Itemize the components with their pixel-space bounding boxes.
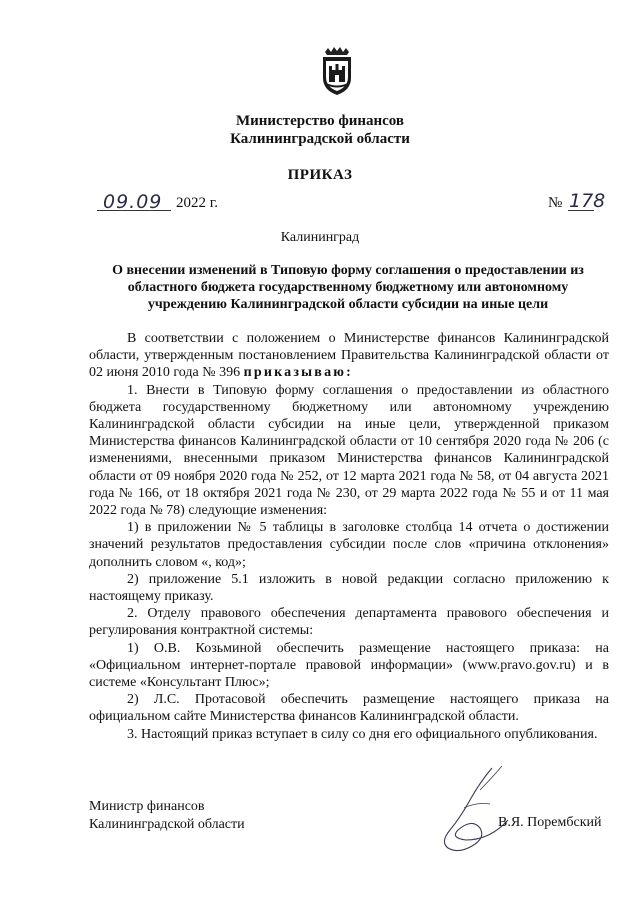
item-1-subitem-1: 1) в приложении № 5 таблицы в заголовке столбца 14 отчета о достижении значений результатов предоставления субсидии после слов «причина отклонения» дополнить словом «, код»; (89, 520, 609, 570)
handwritten-signature (420, 760, 530, 860)
position-line-1: Министр финансов (89, 799, 205, 814)
item-2-subitem-2: 2) Л.С. Протасовой обеспечить размещение настоящего приказа на официальном сайте Министерства финансов Калининградской области. (89, 692, 609, 725)
item-1-subitem-2: 2) приложение 5.1 изложить в новой редакции согласно приложению к настоящему приказу. (89, 571, 609, 605)
subject-line-1: О внесении изменений в Типовую форму соглашения о предоставлении из (112, 263, 584, 278)
city-of-issue: Калининград (280, 230, 360, 245)
authority-line-1: Министерство финансов (235, 113, 405, 129)
signatory-position (89, 798, 245, 834)
position-line-2: Калининградской области (89, 817, 245, 832)
item-3: 3. Настоящий приказ вступает в силу со дня его официального опубликования. (127, 726, 598, 742)
order-subject (88, 262, 608, 313)
date-underline (97, 210, 171, 211)
preamble-paragraph (89, 330, 609, 382)
document-type-title: ПРИКАЗ (287, 167, 353, 183)
handwritten-date: 09.09 (103, 191, 163, 213)
subject-line-3: учреждению Калининградской области субсидии на иные цели (147, 297, 549, 312)
handwritten-number: 178 (569, 190, 606, 212)
issuing-authority (0, 112, 640, 148)
number-sign: № (548, 195, 563, 211)
order-number (548, 192, 618, 214)
item-2: 2. Отделу правового обеспечения департамента правового обеспечения и регулирования контрактной системы: (89, 606, 609, 639)
order-body (89, 330, 609, 743)
preamble-text: В соответствии с положением о Министерстве финансов Калининградской области, утвержденным постановлением Правительства Калининградской области от 02 июня 2010 года № 396 (89, 331, 609, 381)
signatory-name: В.Я. Порембский (498, 815, 602, 830)
authority-line-2: Калининградской области (230, 131, 410, 147)
coat-of-arms-emblem (317, 44, 357, 96)
item-2-subitem-1: 1) О.В. Козьминой обеспечить размещение настоящего приказа: на «Официальном интернет-портале правовой информации» (www.pravo.gov.ru) и в системе «Консультант Плюс»; (89, 640, 609, 691)
item-1: 1. Внести в Типовую форму соглашения о предоставлении из областного бюджета государственному бюджетному или автономному учреждению Калининградской области субсидии на иные цели, утвержденной приказом Министерства финансов Калининградской области от 10 сентября 2020 года № 206 (с изменениями, внесенными приказом Министерства финансов Калининградской области от 09 ноября 2020 года № 252, от 12 марта 2021 года № 58, от 04 августа 2021 года № 166, от 18 октября 2021 года № 230, от 29 марта 2022 года № 55 и от 11 мая 2022 года № 78) следующие изменения: (89, 382, 609, 519)
order-word: приказываю: (243, 365, 354, 381)
number-underline (568, 210, 594, 211)
subject-line-2: областного бюджета государственному бюджетному или автономному (127, 280, 569, 295)
order-date (97, 192, 237, 214)
date-year: 2022 г. (176, 195, 218, 211)
